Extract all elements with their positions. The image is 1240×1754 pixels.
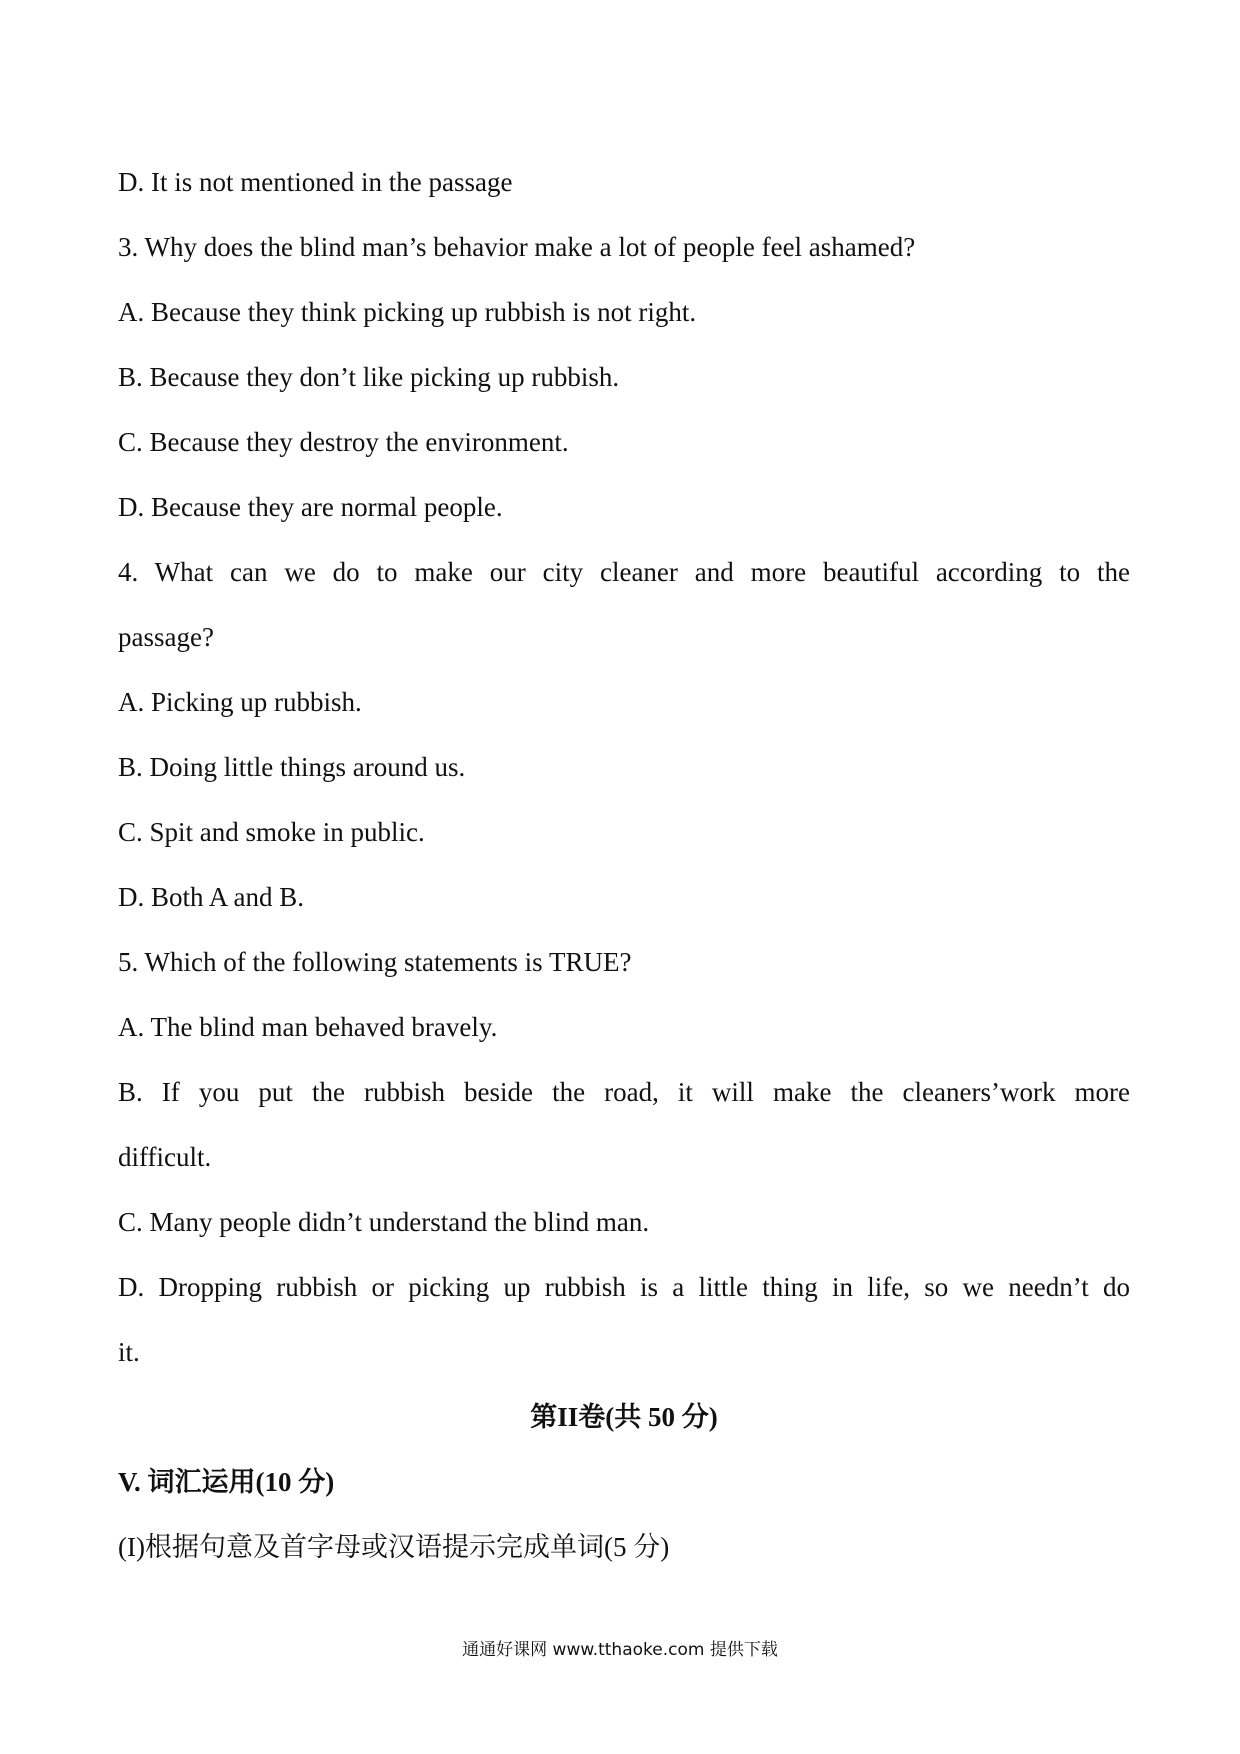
page-footer: 通通好课网 www.tthaoke.com 提供下载 xyxy=(462,1640,778,1660)
option-b-q5-line-2: difficult. xyxy=(118,1142,212,1172)
question-3: 3. Why does the blind man’s behavior make a lot of people feel ashamed? xyxy=(118,232,916,262)
question-4-line-2: passage? xyxy=(118,622,214,652)
option-c-q4: C. Spit and smoke in public. xyxy=(118,817,425,847)
part-heading: V. 词汇运用(10 分) xyxy=(118,1467,335,1497)
option-d-q2: D. It is not mentioned in the passage xyxy=(118,167,513,197)
section-title: 第II卷(共 50 分) xyxy=(530,1402,718,1432)
option-d-q5-line-1: D. Dropping rubbish or picking up rubbish is a little thing in life, so we needn’t do xyxy=(118,1272,1130,1302)
option-b-q3: B. Because they don’t like picking up rubbish. xyxy=(118,362,620,392)
sub-instruction: (I)根据句意及首字母或汉语提示完成单词(5 分) xyxy=(118,1532,670,1562)
option-c-q3: C. Because they destroy the environment. xyxy=(118,427,569,457)
option-d-q4: D. Both A and B. xyxy=(118,882,305,912)
option-b-q5-line-1: B. If you put the rubbish beside the road, it will make the cleaners’work more xyxy=(118,1077,1130,1107)
option-c-q5: C. Many people didn’t understand the blind man. xyxy=(118,1207,650,1237)
option-b-q4: B. Doing little things around us. xyxy=(118,752,466,782)
option-d-q5-line-2: it. xyxy=(118,1337,140,1367)
option-a-q3: A. Because they think picking up rubbish is not right. xyxy=(118,297,697,327)
option-a-q4: A. Picking up rubbish. xyxy=(118,687,362,717)
question-5: 5. Which of the following statements is TRUE? xyxy=(118,947,632,977)
option-d-q3: D. Because they are normal people. xyxy=(118,492,503,522)
question-4-line-1: 4. What can we do to make our city cleaner and more beautiful according to the xyxy=(118,557,1130,587)
option-a-q5: A. The blind man behaved bravely. xyxy=(118,1012,498,1042)
